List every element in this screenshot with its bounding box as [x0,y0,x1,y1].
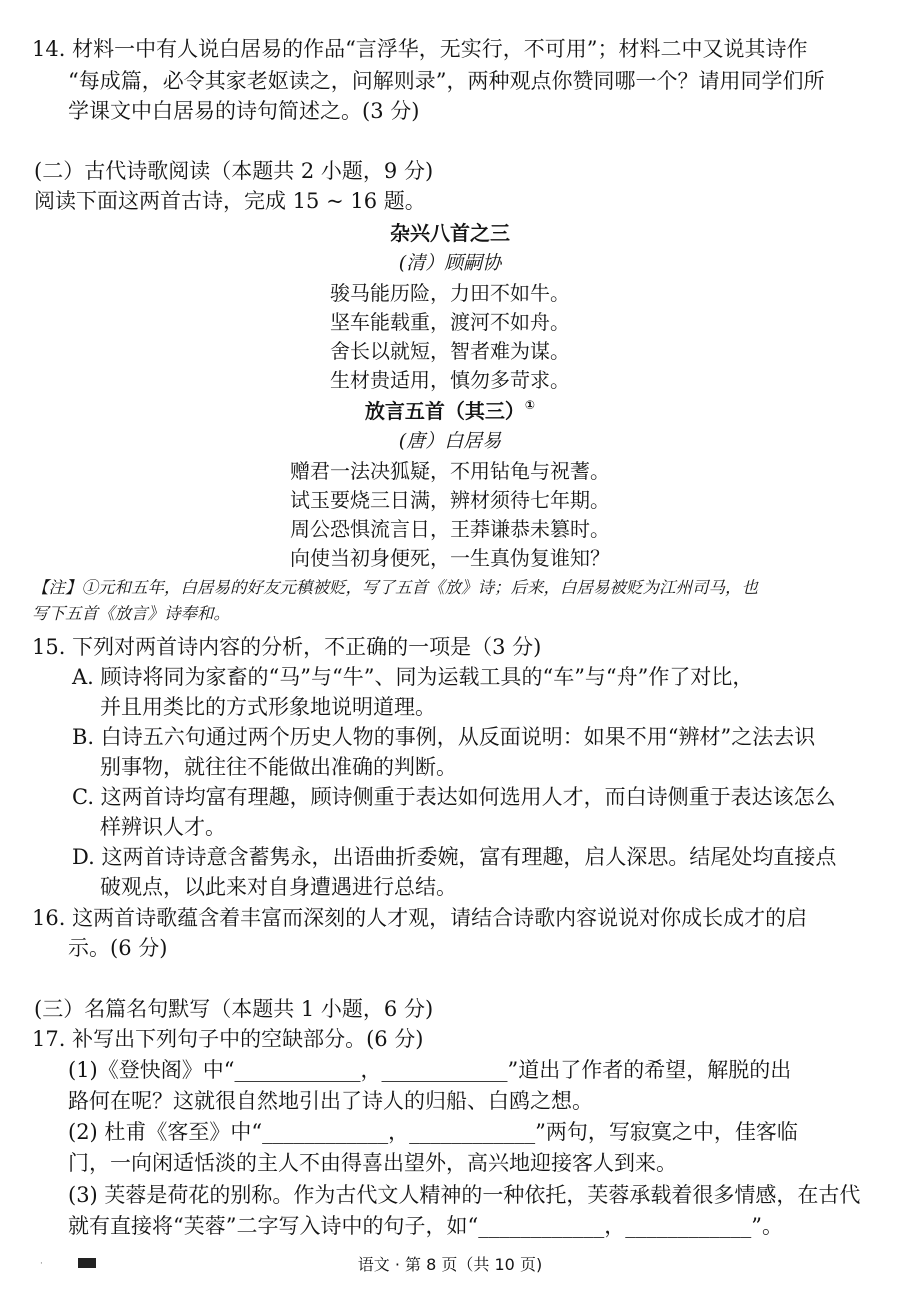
q15-stem: 15. 下列对两首诗内容的分析，不正确的一项是（3 分) [32,635,542,659]
q14-line-1: 14. 材料一中有人说白居易的作品“言浮华，无实行，不可用”；材料二中又说其诗作 [32,37,808,61]
q17-item-3-line-2: 就有直接将“芙蓉”二字写入诗中的句子，如“____________，____________”。 [68,1214,783,1238]
q17-item-2-line-1: (2) 杜甫《客至》中“____________，____________”两句，写寂寞之中，佳客临 [68,1120,798,1144]
poem2-title: 放言五首（其三） [364,399,525,423]
q15-option-b-line-2: 别事物，就往往不能做出准确的判断。 [100,755,457,779]
scan-dot: · [40,1259,43,1269]
section-2-instruction: 阅读下面这两首古诗，完成 15 ~ 16 题。 [34,189,426,213]
poem1-line-1: 骏马能历险，力田不如牛。 [330,281,570,305]
q15-option-c-line-2: 样辨识人才。 [100,815,226,839]
q14-line-2: “每成篇，必令其家老妪读之，问解则录”，两种观点你赞同哪一个？请用同学们所 [68,69,825,93]
q15-option-a-line-1: A. 顾诗将同为家畜的“马”与“牛”、同为运载工具的“车”与“舟”作了对比， [72,665,754,689]
poem2-line-3: 周公恐惧流言日，王莽谦恭未篡时。 [290,517,610,541]
q17-item-1-line-1: (1)《登快阁》中“____________，____________”道出了作者的希望，解脱的出 [68,1058,792,1082]
poem1-line-2: 坚车能载重，渡河不如舟。 [330,310,570,334]
section-3-heading: (三）名篇名句默写（本题共 1 小题，6 分) [34,997,434,1021]
poem1-line-3: 舍长以就短，智者难为谋。 [330,339,570,363]
q15-option-a-line-2: 并且用类比的方式形象地说明道理。 [100,695,436,719]
poem1-title: 杂兴八首之三 [390,221,510,245]
q17-item-2-line-2: 门，一向闲适恬淡的主人不由得喜出望外，高兴地迎接客人到来。 [68,1151,677,1175]
q16-line-2: 示。(6 分) [68,936,168,960]
poem2-author: (唐）白居易 [398,430,502,452]
poem1-author: (清）顾嗣协 [398,252,502,274]
q15-option-b-line-1: B. 白诗五六句通过两个历史人物的事例，从反面说明：如果不用“辨材”之法去识 [72,725,816,749]
q15-option-d-line-1: D. 这两首诗诗意含蓄隽永，出语曲折委婉，富有理趣，启人深思。结尾处均直接点 [72,845,837,869]
q15-option-c-line-1: C. 这两首诗均富有理趣，顾诗侧重于表达如何选用人才，而白诗侧重于表达该怎么 [72,785,836,809]
q15-option-d-line-2: 破观点，以此来对自身遭遇进行总结。 [100,875,457,899]
poem1-line-4: 生材贵适用，慎勿多苛求。 [330,368,570,392]
note-line-2: 写下五首《放言》诗奉和。 [32,604,230,623]
note-line-1: 【注】①元和五年，白居易的好友元稹被贬，写了五首《放》诗；后来，白居易被贬为江州司马，也 [32,578,758,597]
q17-item-1-line-2: 路何在呢？这就很自然地引出了诗人的归船、白鸥之想。 [68,1089,593,1113]
q14-line-3: 学课文中白居易的诗句简述之。(3 分) [68,99,420,123]
page-footer: 语文 · 第 8 页（共 10 页) [357,1255,543,1274]
section-2-heading: (二）古代诗歌阅读（本题共 2 小题，9 分) [34,159,434,183]
poem2-line-4: 向使当初身便死，一生真伪复谁知？ [290,546,610,570]
q17-stem: 17. 补写出下列句子中的空缺部分。(6 分) [32,1027,424,1051]
q17-item-3-line-1: (3) 芙蓉是荷花的别称。作为古代文人精神的一种依托，芙蓉承载着很多情感，在古代 [68,1183,861,1207]
poem2-title-row [0,396,900,429]
poem2-note-mark: ① [524,398,536,412]
poem2-line-1: 赠君一法决狐疑，不用钻龟与祝蓍。 [290,459,610,483]
q16-line-1: 16. 这两首诗歌蕴含着丰富而深刻的人才观，请结合诗歌内容说说对你成长成才的启 [32,906,808,930]
poem2-line-2: 试玉要烧三日满，辨材须待七年期。 [290,488,610,512]
